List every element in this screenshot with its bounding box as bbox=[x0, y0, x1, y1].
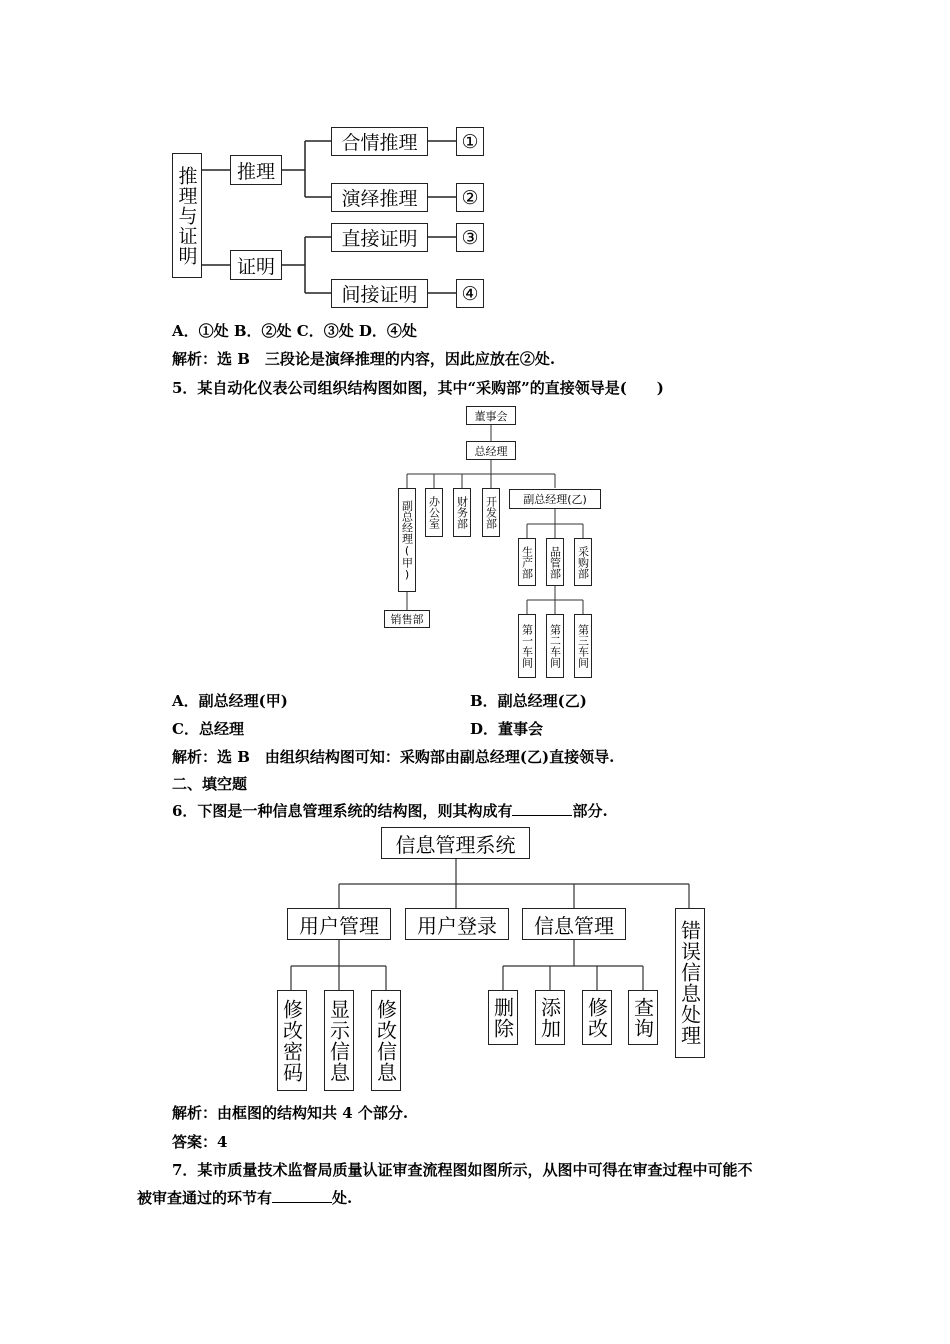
marker-4: ④ bbox=[456, 279, 484, 308]
node-vp-b: 副总经理(乙) bbox=[509, 489, 601, 509]
q6-answer bbox=[172, 1131, 227, 1152]
node-error-handling: 错误信息处理 bbox=[675, 908, 705, 1058]
node-edit-info: 修改信息 bbox=[371, 990, 401, 1091]
q4-options: A．①处 B．②处 C．③处 D．④处 bbox=[172, 322, 417, 340]
analysis-text: 选 B 由组织结构图可知：采购部由副总经理(乙)直接领导. bbox=[217, 748, 615, 766]
q6-question-post: 部分. bbox=[572, 802, 608, 820]
node-office: 办公室 bbox=[425, 488, 443, 537]
node-info-system: 信息管理系统 bbox=[381, 827, 530, 859]
node-reasoning-and-proof: 推理与证明 bbox=[172, 153, 202, 278]
node-info-management: 信息管理 bbox=[522, 908, 626, 940]
node-deductive-reasoning: 演绎推理 bbox=[331, 183, 428, 212]
node-general-manager: 总经理 bbox=[466, 441, 516, 460]
answer-blank bbox=[272, 1188, 332, 1203]
node-workshop-2: 第二车间 bbox=[546, 614, 564, 678]
node-sales: 销售部 bbox=[384, 610, 430, 628]
node-reasoning: 推理 bbox=[230, 155, 282, 185]
analysis-text: 选 B 三段论是演绎推理的内容，因此应放在②处. bbox=[217, 350, 556, 368]
node-workshop-1: 第一车间 bbox=[518, 614, 536, 678]
node-direct-proof: 直接证明 bbox=[331, 223, 428, 252]
node-user-login: 用户登录 bbox=[405, 908, 509, 940]
q5-option-c: C．总经理 bbox=[172, 720, 244, 738]
q7-line2-pre: 被审查通过的环节有 bbox=[137, 1189, 273, 1207]
q7-line2 bbox=[137, 1187, 352, 1208]
node-finance: 财务部 bbox=[453, 488, 471, 537]
q7-line1: 7．某市质量技术监督局质量认证审查流程图如图所示，从图中可得在审查过程中可能不 bbox=[172, 1161, 753, 1179]
node-purchase: 采购部 bbox=[574, 538, 592, 586]
q6-analysis bbox=[172, 1102, 408, 1123]
analysis-text: 由框图的结构知共 4 个部分. bbox=[217, 1104, 409, 1122]
node-query: 查询 bbox=[628, 990, 658, 1045]
node-plausible-reasoning: 合情推理 bbox=[331, 127, 428, 156]
q5-option-a: A．副总经理(甲) bbox=[172, 692, 288, 710]
node-delete: 删除 bbox=[488, 990, 518, 1045]
answer-label: 答案： bbox=[172, 1133, 218, 1151]
q5-option-d: D．董事会 bbox=[470, 720, 544, 738]
section-heading: 二、填空题 bbox=[172, 775, 248, 793]
node-user-management: 用户管理 bbox=[287, 908, 391, 940]
node-vp-a: 副总经理(甲) bbox=[398, 488, 416, 592]
q5-option-b: B．副总经理(乙) bbox=[470, 692, 587, 710]
analysis-label: 解析： bbox=[172, 350, 218, 368]
marker-1: ① bbox=[456, 127, 484, 156]
analysis-label: 解析： bbox=[172, 1104, 218, 1122]
marker-3: ③ bbox=[456, 223, 484, 252]
node-modify: 修改 bbox=[582, 990, 612, 1045]
node-indirect-proof: 间接证明 bbox=[331, 279, 428, 308]
node-production: 生产部 bbox=[518, 538, 536, 586]
node-show-info: 显示信息 bbox=[324, 990, 354, 1091]
q7-line2-post: 处. bbox=[332, 1189, 353, 1207]
node-quality: 品管部 bbox=[546, 538, 564, 586]
node-board: 董事会 bbox=[466, 406, 516, 425]
node-proof: 证明 bbox=[230, 250, 282, 280]
node-change-password: 修改密码 bbox=[277, 990, 307, 1091]
q6-question-pre: 6．下图是一种信息管理系统的结构图，则其构成有 bbox=[172, 802, 513, 820]
analysis-label: 解析： bbox=[172, 748, 218, 766]
marker-2: ② bbox=[456, 183, 484, 212]
node-workshop-3: 第三车间 bbox=[574, 614, 592, 678]
node-add: 添加 bbox=[535, 990, 565, 1045]
answer-value: 4 bbox=[217, 1133, 228, 1151]
q5-question: 5．某自动化仪表公司组织结构图如图，其中“采购部”的直接领导是( ) bbox=[172, 379, 664, 397]
node-development: 开发部 bbox=[482, 488, 500, 537]
